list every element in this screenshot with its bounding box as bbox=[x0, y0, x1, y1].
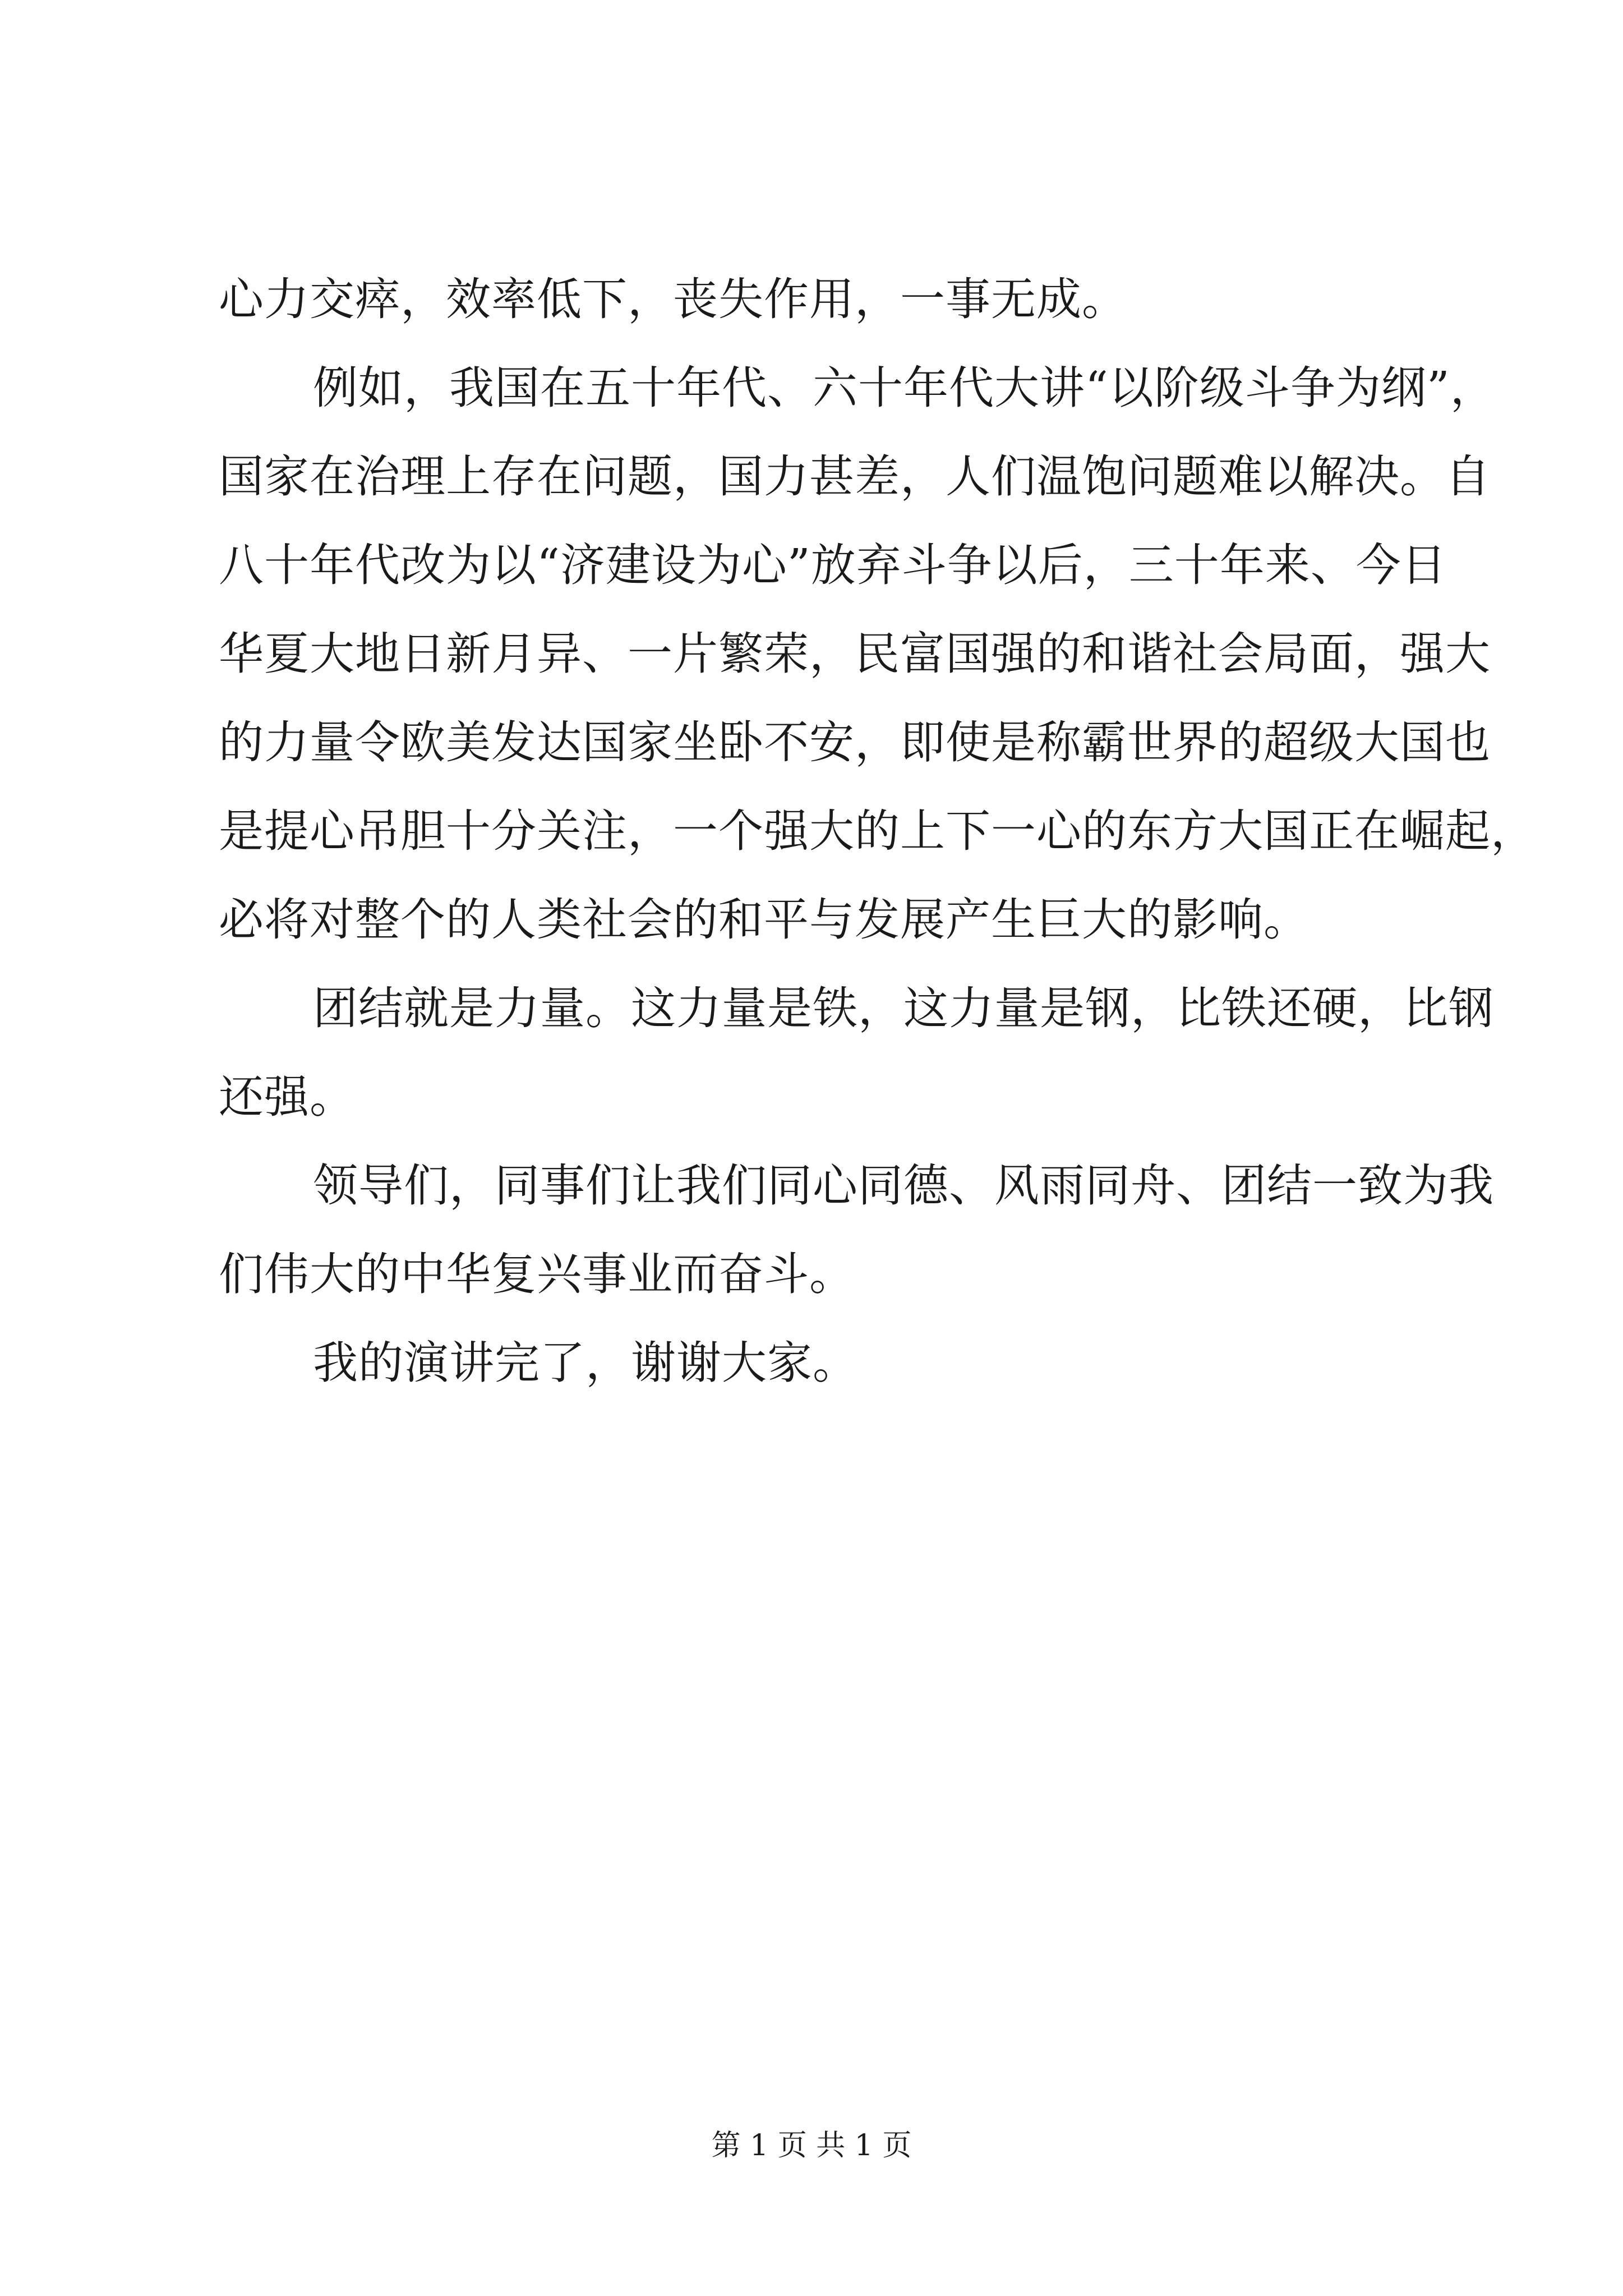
text-line-9: 团结就是力量。这力量是铁，这力量是钢，比铁还硬，比钢 bbox=[313, 982, 1494, 1034]
text-line-5: 华夏大地日新月异、一片繁荣，民富国强的和谐社会局面，强大 bbox=[219, 628, 1491, 680]
text-line-4: 八十年代改为以“济建设为心”放弃斗争以后，三十年来、今日 bbox=[219, 539, 1447, 591]
text-line-13: 我的演讲完了，谢谢大家。 bbox=[313, 1337, 858, 1389]
page-number-label: 第 1 页 共 1 页 bbox=[711, 2129, 912, 2162]
text-line-2: 例如，我国在五十年代、六十年代大讲“以阶级斗争为纲”， bbox=[313, 362, 1496, 414]
text-line-3: 国家在治理上存在问题，国力甚差，人们温饱问题难以解决。自 bbox=[219, 450, 1491, 503]
text-line-7: 是提心吊胆十分关注，一个强大的上下一心的东方大国正在崛起， bbox=[219, 805, 1536, 857]
text-line-8: 必将对整个的人类社会的和平与发展产生巨大的影响。 bbox=[219, 894, 1309, 946]
text-line-10: 还强。 bbox=[219, 1071, 355, 1123]
document-body bbox=[219, 255, 1536, 1407]
text-line-1: 心力交瘁，效率低下，丧失作用，一事无成。 bbox=[219, 273, 1127, 325]
text-line-6: 的力量令欧美发达国家坐卧不安，即使是称霸世界的超级大国也 bbox=[219, 716, 1491, 769]
page-footer bbox=[0, 2126, 1623, 2165]
text-line-11: 领导们，同事们让我们同心同德、风雨同舟、团结一致为我 bbox=[313, 1159, 1494, 1212]
text-line-12: 们伟大的中华复兴事业而奋斗。 bbox=[219, 1248, 855, 1300]
